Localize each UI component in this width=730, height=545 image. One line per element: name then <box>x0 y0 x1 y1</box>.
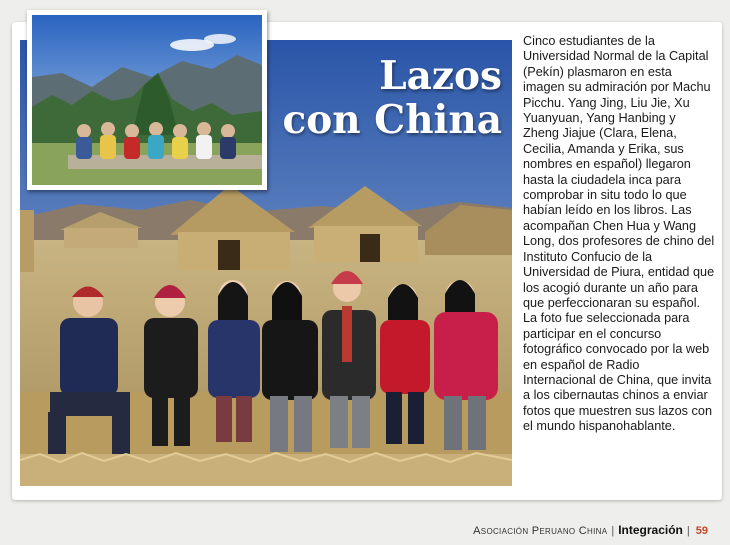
headline-line-2: con China <box>282 97 502 143</box>
footer-section: Integración <box>618 523 683 537</box>
headline <box>282 54 502 142</box>
inset-photo-illustration <box>32 15 262 185</box>
footer-separator-2: | <box>686 525 690 537</box>
headline-line-1: Lazos <box>379 53 502 99</box>
footer-separator: | <box>611 525 615 537</box>
inset-photo <box>27 10 267 190</box>
article-text: Cinco estudiantes de la Universidad Normal de la Capital (Pekín) plasmaron en esta imagen su admiración por Machu Picchu. Yang Jing, Liu Jie, Xu Yuanyuan, Yang Hanbing y Zheng Jiajue (Clara, Elena, Cecilia, Amanda y Erika, sus nombres en español) llegaron hasta la ciudadela inca para comprobar in situ todo lo que habían leído en los libros. Las acompañan Chen Hua y Wang Long, dos profesores de chino del Instituto Confucio de la Universidad de Piura, entidad que los acogió durante un año para que perfeccionaran su español. La foto fue seleccionada para participar en el concurso fotográfico convocado por la web en español de Radio Internacional de China, que invita a los cibernautas chinos a enviar fotos que muestren sus lazos con el mundo hispanohablante. <box>523 34 715 434</box>
page-footer <box>473 523 708 537</box>
footer-association: Asociación Peruano China <box>473 525 608 537</box>
page-number: 59 <box>695 525 708 537</box>
